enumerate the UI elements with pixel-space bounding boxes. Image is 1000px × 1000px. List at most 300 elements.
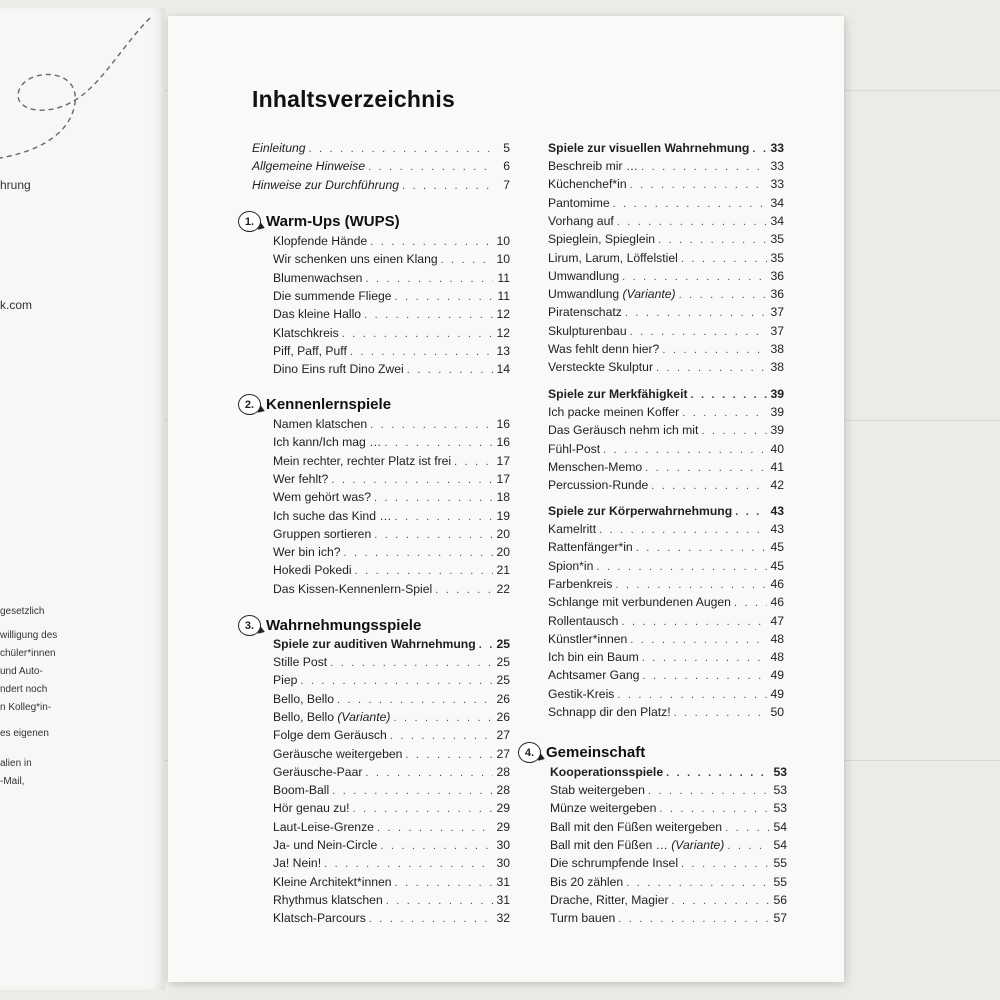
toc-entry (548, 231, 784, 247)
toc-entry (273, 764, 510, 780)
toc-entry-title: Skulpturenbau (548, 323, 627, 338)
toc-page-number: 46 (770, 595, 784, 610)
toc-page-number: 10 (496, 234, 510, 248)
toc-entry-title: Laut-Leise-Grenze (273, 819, 374, 834)
toc-page-number: 57 (773, 911, 787, 926)
toc-entry (273, 691, 510, 707)
toc-entry (273, 325, 510, 341)
toc-entry-title: Ich suche das Kind … (273, 508, 392, 523)
toc-entry-title: Spieglein, Spieglein (548, 232, 656, 247)
toc-entry (273, 508, 510, 524)
leader-dots (621, 614, 767, 630)
toc-page (168, 16, 844, 982)
leader-dots (330, 655, 493, 671)
toc-entry-title: Ich packe meinen Koffer (548, 405, 680, 419)
leader-dots (368, 159, 493, 175)
toc-entry-title: Rhythmus klatschen (273, 892, 383, 907)
toc-page-number: 19 (496, 508, 510, 523)
leader-dots (386, 893, 493, 909)
toc-entry-title: Farbenkreis (548, 576, 613, 591)
toc-entry-title: Dino Eins ruft Dino Zwei (273, 362, 404, 377)
toc-entry-title: Was fehlt denn hier? (548, 342, 660, 356)
toc-entry-title: Ball mit den Füßen weitergeben (550, 819, 723, 834)
toc-page-number: 50 (770, 705, 784, 719)
toc-entry (548, 422, 784, 438)
toc-entry-title: Geräusche-Paar (273, 764, 363, 779)
toc-entry-variant: (Variante) (333, 709, 391, 724)
toc-entry (550, 819, 787, 835)
toc-entry-title: Menschen-Memo (548, 459, 643, 474)
section-title: Wahrnehmungsspiele (266, 617, 422, 634)
toc-page-number: 33 (770, 141, 784, 155)
toc-entry-title: Einleitung (252, 141, 306, 155)
toc-page-number: 36 (770, 287, 784, 302)
toc-entry (273, 672, 510, 688)
toc-page-number: 25 (496, 637, 510, 651)
toc-entry-title: Schlange mit verbundenen Augen (548, 595, 731, 610)
toc-entry-title: Umwandlung (548, 268, 620, 283)
leader-dots (479, 637, 493, 653)
toc-page-number: 40 (770, 441, 784, 456)
toc-entry-title: Piep (273, 673, 298, 688)
toc-subheading (548, 386, 784, 402)
toc-entry (273, 306, 510, 322)
toc-entry-title: Umwandlung (Variante) (548, 287, 676, 302)
toc-entry-title: Ja- und Nein-Circle (273, 838, 378, 852)
toc-page-number: 12 (496, 325, 510, 340)
toc-entry-title: Die summende Fliege (273, 288, 392, 303)
leader-dots (364, 307, 493, 323)
left-page-text-fragment: chüler*innen (0, 648, 56, 659)
toc-entry (548, 594, 784, 610)
toc-page-number: 14 (496, 362, 510, 377)
toc-entry-title: Spion*in (548, 558, 594, 573)
toc-subheading (273, 636, 510, 652)
leader-dots (365, 271, 493, 287)
toc-entry (273, 855, 510, 871)
toc-entry (548, 686, 784, 702)
toc-page-number: 46 (770, 576, 784, 591)
toc-entry (548, 404, 784, 420)
toc-page-number: 49 (770, 668, 784, 683)
leader-dots (642, 650, 767, 666)
toc-entry (548, 558, 784, 574)
toc-entry (548, 631, 784, 647)
toc-entry (273, 288, 510, 304)
toc-page-number: 35 (770, 232, 784, 247)
toc-entry (273, 782, 510, 798)
toc-entry (548, 268, 784, 284)
leader-dots (630, 324, 767, 340)
dashed-path-decoration (0, 8, 165, 178)
leader-dots (630, 632, 767, 648)
toc-page-number: 43 (770, 504, 784, 518)
toc-subheading (550, 764, 787, 780)
leader-dots (344, 545, 493, 561)
toc-page-number: 37 (770, 323, 784, 338)
leader-dots (350, 344, 493, 360)
toc-entry (252, 140, 510, 156)
left-page-text-fragment: alien in (0, 758, 32, 769)
leader-dots (402, 178, 493, 194)
toc-entry-title: Das Kissen-Kennenlern-Spiel (273, 581, 433, 596)
toc-entry (273, 361, 510, 377)
toc-entry (273, 562, 510, 578)
toc-page-number: 38 (770, 342, 784, 356)
leader-dots (681, 856, 770, 872)
toc-page-number: 26 (496, 709, 510, 724)
leader-dots (656, 360, 767, 376)
toc-entry-title: Gruppen sortieren (273, 526, 372, 541)
speech-bubble-number-icon: 4. (518, 742, 541, 763)
speech-bubble-number-icon: 1. (238, 211, 261, 232)
toc-page-number: 6 (503, 159, 510, 174)
leader-dots (725, 820, 770, 836)
toc-entry (273, 251, 510, 267)
toc-entry-title: Bis 20 zählen (550, 874, 624, 889)
toc-page-number: 17 (496, 453, 510, 468)
toc-entry-title: Piff, Paff, Puff (273, 343, 347, 358)
toc-entry-title: Ich bin ein Baum (548, 650, 639, 665)
toc-entry (548, 213, 784, 229)
leader-dots (679, 287, 767, 303)
leader-dots (599, 522, 767, 538)
toc-entry (548, 459, 784, 475)
toc-subheading (548, 140, 784, 156)
toc-entry-title: Turm bauen (550, 911, 616, 926)
toc-entry (273, 489, 510, 505)
toc-page-number: 35 (770, 250, 784, 265)
toc-page-number: 25 (496, 655, 510, 669)
leader-dots (407, 362, 493, 378)
toc-entry-title: Spiele zur auditiven Wahrnehmung (273, 637, 476, 651)
toc-entry-title: Das Geräusch nehm ich mit (548, 423, 699, 438)
toc-entry (273, 270, 510, 286)
toc-entry (548, 341, 784, 357)
leader-dots (691, 387, 767, 403)
toc-entry (273, 709, 510, 725)
toc-entry (548, 195, 784, 211)
toc-page-number: 39 (770, 423, 784, 438)
leader-dots (603, 442, 767, 458)
left-page-text-fragment: -Mail, (0, 776, 25, 787)
leader-dots (642, 668, 767, 684)
leader-dots (681, 251, 767, 267)
toc-entry-title: Wem gehört was? (273, 490, 371, 505)
toc-page-number: 38 (770, 360, 784, 375)
toc-page-number: 29 (496, 819, 510, 834)
section-title: Gemeinschaft (546, 744, 646, 761)
page-title: Inhaltsverzeichnis (252, 86, 456, 112)
toc-page-number: 49 (770, 686, 784, 701)
toc-entry-title: Stille Post (273, 655, 328, 669)
toc-page-number: 28 (496, 783, 510, 798)
toc-entry-title: Stab weitergeben (550, 783, 645, 797)
leader-dots (636, 540, 767, 556)
left-page-text-fragment: willigung des (0, 630, 58, 641)
toc-page-number: 5 (503, 141, 510, 155)
toc-entry-title: Allgemeine Hinweise (252, 159, 366, 174)
leader-dots (659, 801, 770, 817)
toc-entry-title: Künstler*innen (548, 631, 628, 646)
toc-page-number: 56 (773, 892, 787, 907)
left-page-text-fragment: n Kolleg*in- (0, 702, 52, 713)
leader-dots (734, 595, 767, 611)
leader-dots (390, 728, 493, 744)
toc-entry-title: Mein rechter, rechter Platz ist frei (273, 453, 452, 468)
toc-entry-title: Versteckte Skulptur (548, 360, 653, 375)
toc-entry-title: Wer fehlt? (273, 471, 329, 486)
left-page-text-fragment: gesetzlich (0, 606, 45, 617)
toc-page-number: 30 (496, 856, 510, 871)
toc-page-number: 53 (773, 765, 787, 779)
leader-dots (309, 141, 493, 157)
toc-page-number: 20 (496, 545, 510, 560)
toc-entry (273, 453, 510, 469)
leader-dots (370, 417, 493, 433)
toc-entry-title: Blumenwachsen (273, 270, 363, 285)
toc-entry (273, 654, 510, 670)
toc-entry-title: Hör genau zu! (273, 801, 350, 816)
toc-entry-title: Schnapp dir den Platz! (548, 705, 671, 719)
toc-entry (273, 343, 510, 359)
leader-dots (395, 289, 493, 305)
leader-dots (353, 801, 493, 817)
toc-entry-title: Namen klatschen (273, 417, 368, 431)
toc-page-number: 55 (773, 874, 787, 889)
leader-dots (300, 673, 493, 689)
leader-dots (395, 509, 493, 525)
toc-entry (273, 526, 510, 542)
toc-entry-variant: (Variante) (619, 287, 676, 302)
toc-entry (548, 704, 784, 720)
toc-entry-title: Kamelritt (548, 522, 597, 536)
toc-entry (548, 286, 784, 302)
toc-entry-title: Vorhang auf (548, 213, 614, 228)
toc-page-number: 16 (496, 435, 510, 450)
leader-dots (454, 454, 493, 470)
leader-dots (651, 478, 767, 494)
toc-entry (550, 874, 787, 890)
toc-page-number: 12 (496, 307, 510, 322)
leader-dots (622, 269, 767, 285)
leader-dots (648, 783, 770, 799)
toc-entry (548, 359, 784, 375)
toc-page-number: 37 (770, 305, 784, 320)
toc-page-number: 16 (496, 417, 510, 431)
toc-entry-title: Ich kann/Ich mag … (273, 435, 382, 450)
toc-page-number: 31 (496, 892, 510, 907)
leader-dots (365, 765, 493, 781)
toc-page-number: 33 (770, 159, 784, 173)
toc-page-number: 45 (770, 558, 784, 573)
toc-page-number: 11 (497, 288, 510, 303)
leader-dots (395, 875, 493, 891)
toc-page-number: 31 (496, 874, 510, 889)
leader-dots (435, 582, 493, 598)
toc-entry (273, 471, 510, 487)
leader-dots (377, 820, 493, 836)
toc-page-number: 41 (770, 459, 784, 474)
toc-entry (548, 176, 784, 192)
toc-entry-title: Gestik-Kreis (548, 686, 615, 701)
left-page-text-fragment: hrung (0, 178, 31, 192)
toc-entry-title: Ball mit den Füßen … (Variante) (550, 837, 725, 852)
leader-dots (626, 875, 770, 891)
leader-dots (324, 856, 493, 872)
leader-dots (625, 305, 767, 321)
toc-page-number: 17 (496, 471, 510, 486)
toc-entry-title: Boom-Ball (273, 783, 330, 798)
toc-entry (548, 304, 784, 320)
toc-page-number: 26 (496, 691, 510, 706)
leader-dots (441, 252, 493, 268)
toc-entry-title: Rattenfänger*in (548, 540, 633, 555)
toc-entry-title: Fühl-Post (548, 441, 601, 456)
toc-page-number: 39 (770, 387, 784, 401)
toc-page-number: 10 (496, 252, 510, 267)
toc-entry (273, 581, 510, 597)
toc-entry (273, 837, 510, 853)
leader-dots (405, 747, 493, 763)
leader-dots (380, 838, 493, 854)
toc-entry (548, 539, 784, 555)
toc-entry-title: Die schrumpfende Insel (550, 856, 679, 871)
leader-dots (355, 563, 493, 579)
toc-page-number: 22 (496, 581, 510, 596)
toc-entry (548, 158, 784, 174)
toc-page-number: 34 (770, 195, 784, 210)
toc-entry (550, 837, 787, 853)
toc-page-number: 33 (770, 177, 784, 192)
left-page (0, 8, 165, 990)
leader-dots (374, 527, 493, 543)
toc-entry (273, 544, 510, 560)
toc-page-number: 18 (496, 490, 510, 505)
toc-page-number: 20 (496, 526, 510, 541)
section-heading (238, 211, 400, 232)
toc-entry (273, 874, 510, 890)
section-title: Kennenlernspiele (266, 396, 392, 413)
toc-page-number: 21 (496, 563, 510, 578)
leader-dots (331, 472, 493, 488)
toc-entry-title: Bello, Bello (273, 691, 334, 706)
leader-dots (332, 783, 493, 799)
toc-page-number: 42 (770, 478, 784, 493)
toc-page-number: 30 (496, 838, 510, 852)
toc-entry (252, 177, 510, 193)
section-title: Warm-Ups (WUPS) (266, 213, 400, 230)
speech-bubble-number-icon: 2. (238, 394, 261, 415)
left-page-text-fragment: es eigenen (0, 728, 49, 739)
toc-entry (273, 233, 510, 249)
leader-dots (337, 692, 493, 708)
leader-dots (701, 423, 767, 439)
toc-entry-title: Klatschkreis (273, 325, 339, 340)
toc-page-number: 11 (497, 270, 510, 285)
left-page-text-fragment: ndert noch (0, 684, 48, 695)
leader-dots (682, 405, 767, 421)
leader-dots (641, 159, 767, 175)
toc-entry-title: Geräusche weitergeben (273, 746, 403, 761)
leader-dots (617, 687, 767, 703)
toc-entry (273, 727, 510, 743)
leader-dots (613, 196, 767, 212)
toc-entry-title: Spiele zur Körperwahrnehmung (548, 504, 733, 518)
toc-entry-title: Drache, Ritter, Magier (550, 892, 669, 907)
toc-entry-title: Hokedi Pokedi (273, 563, 352, 578)
toc-entry (273, 416, 510, 432)
toc-page-number: 54 (773, 819, 787, 834)
leader-dots (370, 234, 493, 250)
leader-dots (658, 232, 767, 248)
toc-entry-title: Ja! Nein! (273, 856, 322, 871)
toc-entry (550, 892, 787, 908)
toc-page-number: 48 (770, 631, 784, 646)
leader-dots (666, 765, 770, 781)
toc-entry (548, 667, 784, 683)
toc-entry-title: Wir schenken uns einen Klang (273, 252, 438, 267)
toc-page-number: 43 (770, 522, 784, 536)
leader-dots (752, 141, 767, 157)
leader-dots (674, 705, 767, 721)
toc-entry (548, 441, 784, 457)
toc-page-number: 39 (770, 405, 784, 419)
toc-entry (548, 649, 784, 665)
toc-page-number: 28 (496, 764, 510, 779)
toc-entry (548, 477, 784, 493)
toc-entry (548, 576, 784, 592)
toc-entry-title: Piratenschatz (548, 305, 622, 320)
toc-page-number: 32 (496, 911, 510, 926)
toc-entry-title: Küchenchef*in (548, 177, 627, 192)
leader-dots (615, 577, 767, 593)
toc-subheading (548, 503, 784, 519)
toc-entry (252, 158, 510, 174)
leader-dots (374, 490, 493, 506)
toc-entry (548, 613, 784, 629)
leader-dots (393, 710, 493, 726)
left-page-text-fragment: und Auto- (0, 666, 43, 677)
toc-page-number: 27 (496, 728, 510, 743)
leader-dots (596, 559, 767, 575)
toc-entry (550, 910, 787, 926)
leader-dots (645, 460, 767, 476)
leader-dots (727, 838, 770, 854)
toc-entry-title: Spiele zur visuellen Wahrnehmung (548, 141, 750, 155)
toc-page-number: 25 (496, 673, 510, 688)
section-heading (518, 742, 645, 763)
toc-page-number: 45 (770, 540, 784, 555)
leader-dots (617, 214, 767, 230)
toc-entry-title: Beschreib mir … (548, 159, 639, 173)
toc-entry-title: Percussion-Runde (548, 478, 649, 493)
left-page-text-fragment: k.com (0, 298, 33, 312)
toc-entry-title: Kooperationsspiele (550, 765, 664, 779)
toc-entry-variant: (Variante) (667, 837, 725, 852)
toc-page-number: 7 (503, 177, 510, 192)
toc-entry (550, 855, 787, 871)
toc-page-number: 34 (770, 213, 784, 228)
section-heading (238, 615, 421, 636)
toc-entry (273, 434, 510, 450)
toc-page-number: 29 (496, 801, 510, 816)
leader-dots (384, 435, 493, 451)
toc-entry (550, 800, 787, 816)
toc-entry (273, 910, 510, 926)
toc-entry-title: Bello, Bello (Variante) (273, 709, 391, 724)
toc-entry-title: Lirum, Larum, Löffelstiel (548, 250, 678, 265)
